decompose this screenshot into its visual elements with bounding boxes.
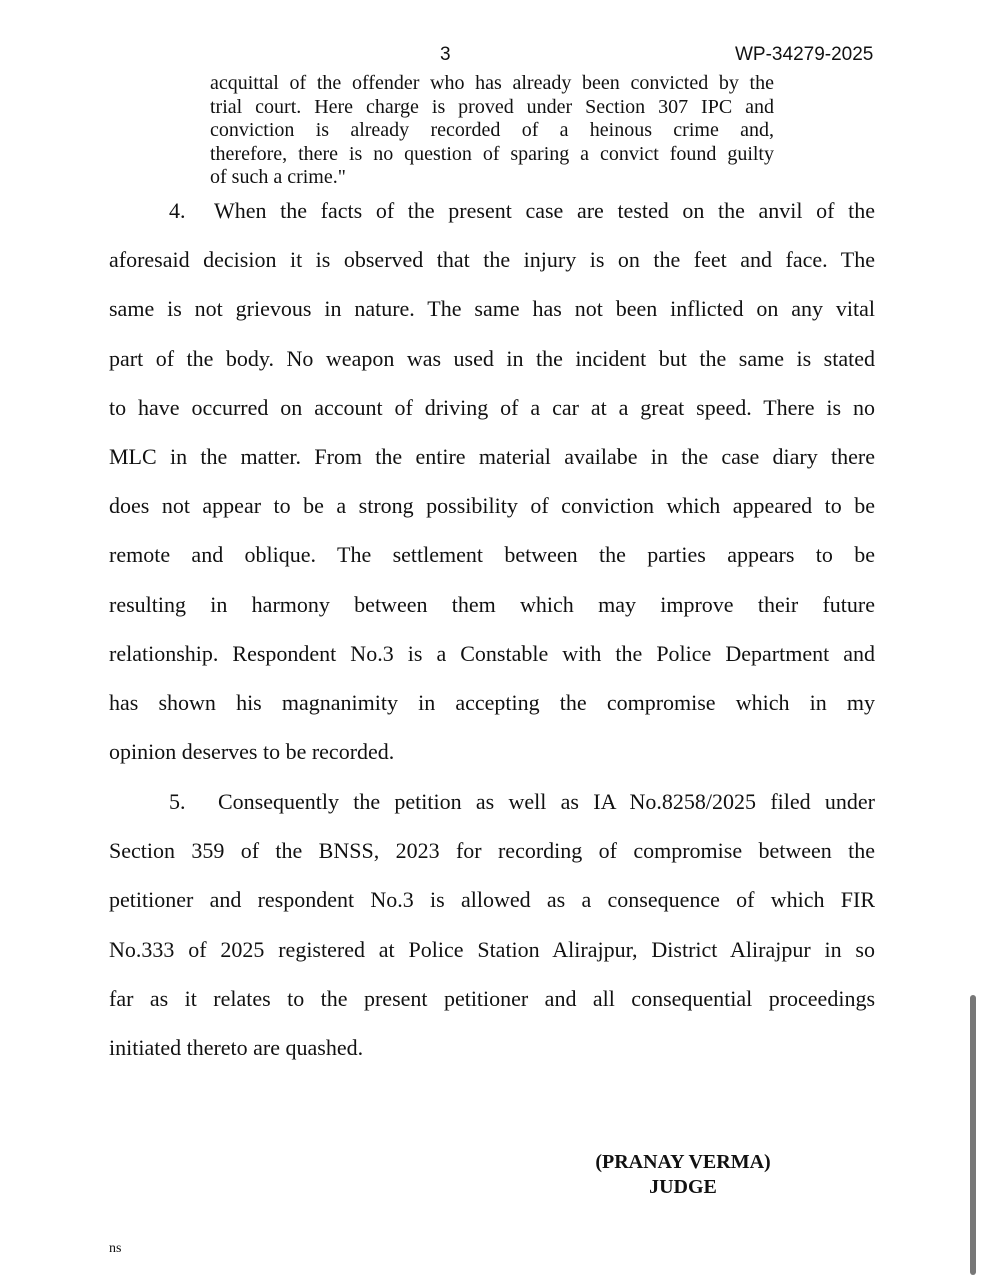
paragraph-line: aforesaid decision it is observed that the injury is on the feet and face. The — [109, 247, 875, 273]
block-quote — [210, 72, 774, 190]
paragraph-line: Section 359 of the BNSS, 2023 for recording of compromise between the — [109, 838, 875, 864]
quote-line: conviction is already recorded of a heinous crime and, — [210, 119, 774, 141]
paragraph-number: 4. — [169, 198, 186, 223]
typist-initials: ns — [109, 1241, 122, 1256]
paragraph-line: resulting in harmony between them which may improve their future — [109, 591, 875, 617]
paragraph-line: does not appear to be a strong possibility of conviction which appeared to be — [109, 493, 875, 519]
page-number: 3 — [440, 44, 451, 65]
paragraph-line-text: When the facts of the present case are tested on the anvil of the — [214, 198, 875, 223]
paragraph-line — [109, 790, 875, 839]
paragraph-line — [109, 199, 875, 248]
judge-name: (PRANAY VERMA) — [595, 1151, 771, 1173]
quote-line: trial court. Here charge is proved under Section 307 IPC and — [210, 95, 774, 118]
paragraph-line-text: Consequently the petition as well as IA No.8258/2025 filed under — [218, 789, 875, 814]
paragraph-line: petitioner and respondent No.3 is allowed as a consequence of which FIR — [109, 887, 875, 913]
quote-line: therefore, there is no question of sparing a convict found guilty — [210, 142, 774, 165]
paragraph-line: MLC in the matter. From the entire material availabe in the case diary there — [109, 443, 875, 469]
judge-title: JUDGE — [649, 1176, 717, 1198]
case-number: WP-34279-2025 — [735, 44, 874, 65]
paragraph-line: part of the body. No weapon was used in the incident but the same is stated — [109, 345, 875, 371]
paragraph-number: 5. — [169, 789, 186, 814]
paragraph-line: relationship. Respondent No.3 is a Constable with the Police Department and — [109, 640, 875, 666]
paragraph-line: far as it relates to the present petitioner and all consequential proceedings — [109, 985, 875, 1011]
paragraph-line: remote and oblique. The settlement between the parties appears to be — [109, 542, 875, 568]
paragraph-line: opinion deserves to be recorded. — [109, 739, 395, 765]
paragraph-line: same is not grievous in nature. The same has not been inflicted on any vital — [109, 296, 875, 322]
paragraph-4 — [109, 199, 875, 789]
paragraph-line: No.333 of 2025 registered at Police Station Alirajpur, District Alirajpur in so — [109, 936, 875, 962]
paragraph-line: initiated thereto are quashed. — [109, 1034, 364, 1060]
signature-block — [560, 1150, 806, 1200]
scrollbar-thumb[interactable] — [970, 995, 976, 1275]
quote-line: of such a crime." — [210, 166, 346, 188]
paragraph-5 — [109, 790, 875, 1085]
paragraph-line: has shown his magnanimity in accepting the compromise which in my — [109, 689, 875, 715]
paragraph-line: to have occurred on account of driving of a car at a great speed. There is no — [109, 394, 875, 420]
quote-line: acquittal of the offender who has already been convicted by the — [210, 72, 774, 94]
